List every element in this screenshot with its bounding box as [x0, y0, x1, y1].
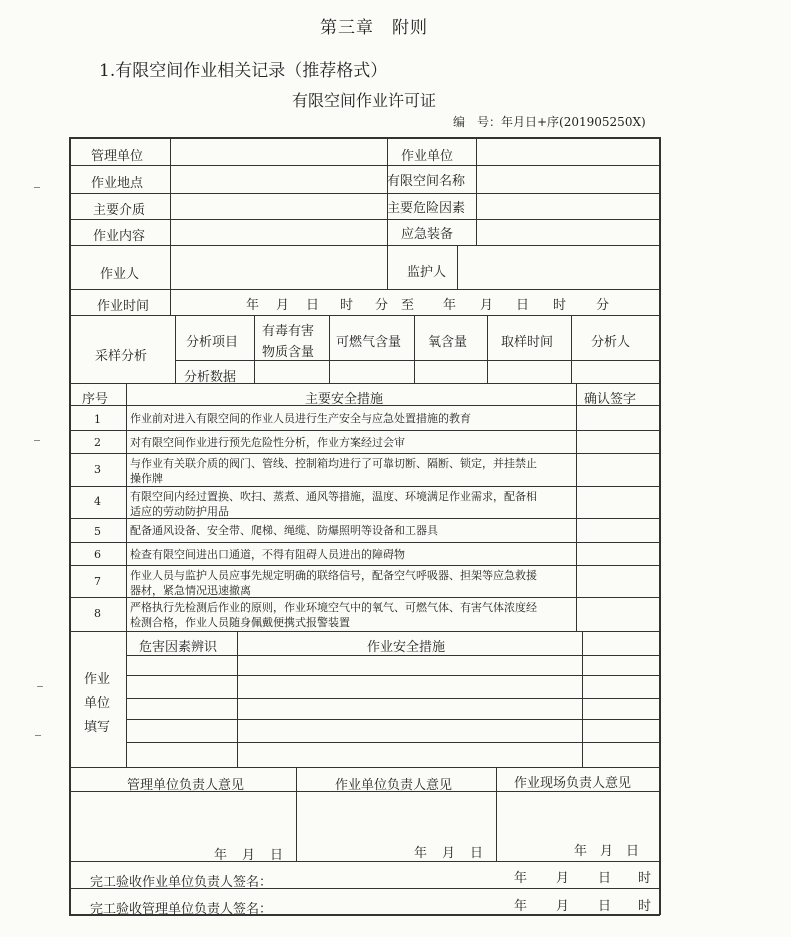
work-unit-acceptance-signature: 完工验收作业单位负责人签名：	[90, 875, 273, 890]
margin-mark	[37, 686, 43, 687]
oxygen-content-label: 氧含量	[428, 335, 468, 350]
confirm-signature-header: 确认签字	[584, 392, 637, 407]
measure-no: 8	[94, 607, 101, 620]
measure-text: 严格执行先检测后作业的原则，作业环境空气中的氧气、可燃气体、有害气体浓度经	[130, 601, 537, 614]
analysis-item-label: 分析项目	[186, 335, 239, 350]
space-name-label: 有限空间名称	[387, 174, 466, 189]
margin-mark	[34, 187, 40, 188]
measure-text: 检测合格，作业人员随身佩戴便携式报警装置	[130, 616, 350, 629]
work-time-label: 作业时间	[97, 299, 150, 314]
safety-measures-header: 作业安全措施	[367, 640, 446, 655]
wt-hour-1: 时	[340, 298, 354, 313]
analyst-label: 分析人	[591, 335, 631, 350]
wt-minute-2: 分	[596, 298, 610, 313]
main-medium-label: 主要介质	[93, 203, 146, 218]
date-month: 月	[442, 846, 456, 861]
margin-mark	[34, 440, 40, 441]
wt-to: 至	[401, 298, 415, 313]
measure-text: 与作业有关联介质的阀门、管线、控制箱均进行了可靠切断、隔断、锁定，并挂禁止	[130, 457, 537, 470]
measure-no: 7	[94, 575, 101, 588]
measure-no: 6	[94, 548, 101, 561]
measure-text: 器材，紧急情况迅速撤离	[130, 584, 251, 597]
emergency-equipment-label: 应急装备	[401, 227, 454, 242]
date-month: 月	[600, 844, 614, 859]
seq-header: 序号	[82, 392, 109, 407]
combustible-content-label: 可燃气含量	[336, 335, 402, 350]
wt-year-2: 年	[443, 298, 457, 313]
unit-fill-label-line3: 填写	[84, 720, 111, 735]
measure-text: 检查有限空间进出口通道，不得有阻碍人员进出的障碍物	[130, 548, 405, 561]
form-title: 有限空间作业许可证	[292, 91, 437, 110]
measure-text: 配备通风设备、安全带、爬梯、绳缆、防爆照明等设备和工器具	[130, 524, 438, 537]
wt-minute-1: 分	[375, 298, 389, 313]
hazard-identification-header: 危害因素辨识	[139, 640, 218, 655]
chapter-title: 第三章 附则	[320, 18, 428, 38]
wt-day-2: 日	[516, 298, 530, 313]
mgmt-unit-acceptance-signature: 完工验收管理单位负责人签名：	[90, 902, 273, 917]
work-unit-label: 作业单位	[401, 149, 454, 164]
measure-no: 3	[94, 463, 101, 476]
wt-day-1: 日	[306, 298, 320, 313]
measure-text: 适应的劳动防护用品	[130, 505, 229, 518]
time-month: 月	[556, 871, 570, 886]
time-day: 日	[598, 899, 612, 914]
unit-fill-label-line1: 作业	[84, 672, 111, 687]
site-opinion-header: 作业现场负责人意见	[514, 776, 632, 791]
work-opinion-header: 作业单位负责人意见	[335, 778, 453, 793]
time-day: 日	[598, 871, 612, 886]
date-year: 年	[574, 844, 588, 859]
main-hazard-label: 主要危险因素	[387, 201, 466, 216]
work-content-label: 作业内容	[93, 229, 146, 244]
measure-no: 1	[94, 413, 101, 426]
mgmt-opinion-header: 管理单位负责人意见	[127, 778, 245, 793]
wt-year-1: 年	[246, 298, 260, 313]
main-measures-header: 主要安全措施	[305, 392, 384, 407]
worker-label: 作业人	[100, 267, 140, 282]
analysis-data-label: 分析数据	[184, 370, 237, 385]
margin-mark	[35, 735, 41, 736]
measure-text: 有限空间内经过置换、吹扫、蒸煮、通风等措施，温度、环境满足作业需求，配备相	[130, 490, 537, 503]
date-day: 日	[626, 844, 640, 859]
measure-text: 对有限空间作业进行预先危险性分析，作业方案经过会审	[130, 436, 405, 449]
toxic-content-line1: 有毒有害	[262, 324, 315, 339]
measure-no: 2	[94, 436, 101, 449]
time-hour: 时	[638, 899, 652, 914]
time-month: 月	[556, 899, 570, 914]
sample-time-label: 取样时间	[501, 335, 554, 350]
date-year: 年	[414, 846, 428, 861]
guardian-label: 监护人	[407, 265, 447, 280]
time-hour: 时	[638, 871, 652, 886]
date-month: 月	[242, 848, 256, 863]
measure-text: 作业前对进入有限空间的作业人员进行生产安全与应急处置措施的教育	[130, 412, 471, 425]
toxic-content-line2: 物质含量	[262, 345, 315, 360]
measure-no: 5	[94, 525, 101, 538]
sampling-label: 采样分析	[95, 349, 148, 364]
wt-hour-2: 时	[553, 298, 567, 313]
time-year: 年	[514, 871, 528, 886]
work-location-label: 作业地点	[91, 176, 144, 191]
date-year: 年	[214, 848, 228, 863]
date-day: 日	[470, 846, 484, 861]
unit-fill-label-line2: 单位	[84, 696, 111, 711]
mgmt-unit-label: 管理单位	[91, 149, 144, 164]
wt-month-1: 月	[276, 298, 290, 313]
serial-number: 编 号：年月日+序(201905250X)	[453, 115, 646, 129]
measure-no: 4	[94, 495, 101, 508]
measure-text: 作业人员与监护人员应事先规定明确的联络信号，配备空气呼吸器、担架等应急救援	[130, 569, 537, 582]
measure-text: 操作牌	[130, 472, 163, 485]
section-title: 1.有限空间作业相关记录（推荐格式）	[99, 61, 388, 81]
wt-month-2: 月	[480, 298, 494, 313]
date-day: 日	[270, 848, 284, 863]
time-year: 年	[514, 899, 528, 914]
